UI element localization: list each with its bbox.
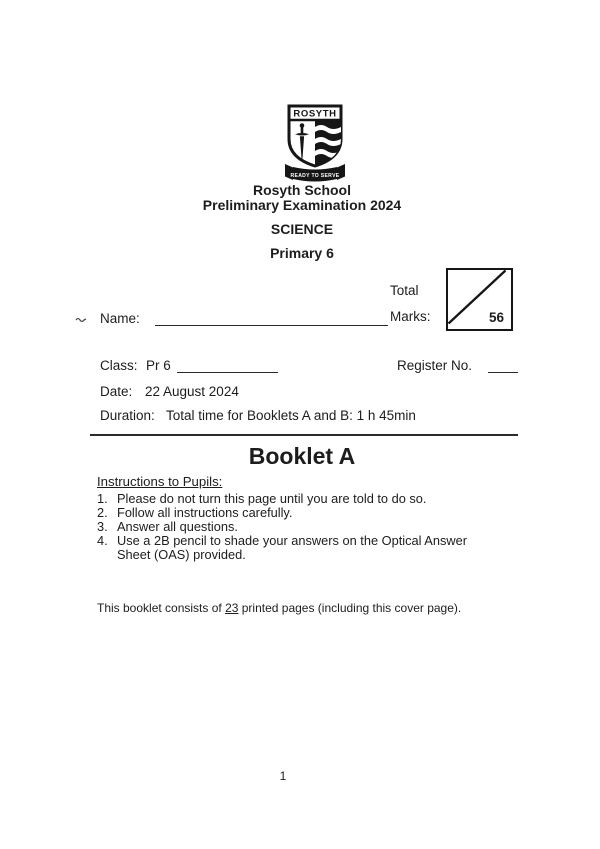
name-blank-line [155, 311, 388, 326]
instruction-number: 1. [97, 491, 108, 506]
footer-note-prefix: This booklet consists of [97, 601, 226, 615]
class-value: Pr 6 [146, 358, 171, 373]
booklet-title: Booklet A [248, 443, 356, 469]
school-crest [284, 103, 346, 186]
name-label: Name: [100, 311, 140, 326]
exam-title: Preliminary Examination 2024 [202, 197, 402, 213]
marks-label: Marks: [390, 309, 431, 324]
instructions-heading: Instructions to Pupils: [97, 474, 223, 489]
duration-label: Duration: [100, 408, 155, 423]
crest-motto-text: READY TO SERVE [290, 172, 340, 179]
total-marks-value: 56 [488, 310, 504, 325]
instruction-number: 2. [97, 504, 108, 520]
school-crest-graphic [284, 103, 346, 186]
instruction-text: Follow all instructions carefully. [117, 504, 293, 520]
duration-value: Total time for Booklets A and B: 1 h 45min [166, 408, 416, 423]
instruction-item [97, 534, 499, 562]
booklet-footer-note [97, 601, 461, 615]
date-label: Date: [100, 384, 133, 399]
class-blank-line [177, 358, 278, 373]
instruction-item [97, 520, 499, 534]
section-divider [90, 434, 518, 436]
instruction-item [97, 506, 499, 520]
page-number: 1 [279, 769, 287, 783]
footer-note-suffix: printed pages (including this cover page). [238, 601, 462, 615]
register-blank-line [488, 358, 518, 373]
instruction-number: 3. [97, 518, 108, 534]
date-value: 22 August 2024 [145, 384, 239, 399]
register-label: Register No. [397, 358, 473, 373]
total-marks-box [446, 268, 513, 331]
exam-header [0, 183, 600, 261]
instruction-text: Answer all questions. [117, 518, 238, 534]
crest-school-name: ROSYTH [293, 108, 337, 120]
instruction-text: Please do not turn this page until you are told to do so. [117, 491, 427, 506]
class-label: Class: [100, 358, 138, 373]
stray-pencil-mark [75, 315, 89, 325]
instructions-list [97, 492, 499, 562]
school-name: Rosyth School [252, 182, 351, 198]
total-label: Total [390, 283, 419, 298]
instruction-number: 4. [97, 532, 108, 548]
exam-subject: SCIENCE [270, 221, 334, 237]
instruction-text: Use a 2B pencil to shade your answers on the Optical Answer Sheet (OAS) provided. [117, 532, 467, 562]
exam-level: Primary 6 [270, 245, 334, 261]
instruction-item [97, 492, 499, 506]
footer-note-pages: 23 [225, 601, 239, 615]
